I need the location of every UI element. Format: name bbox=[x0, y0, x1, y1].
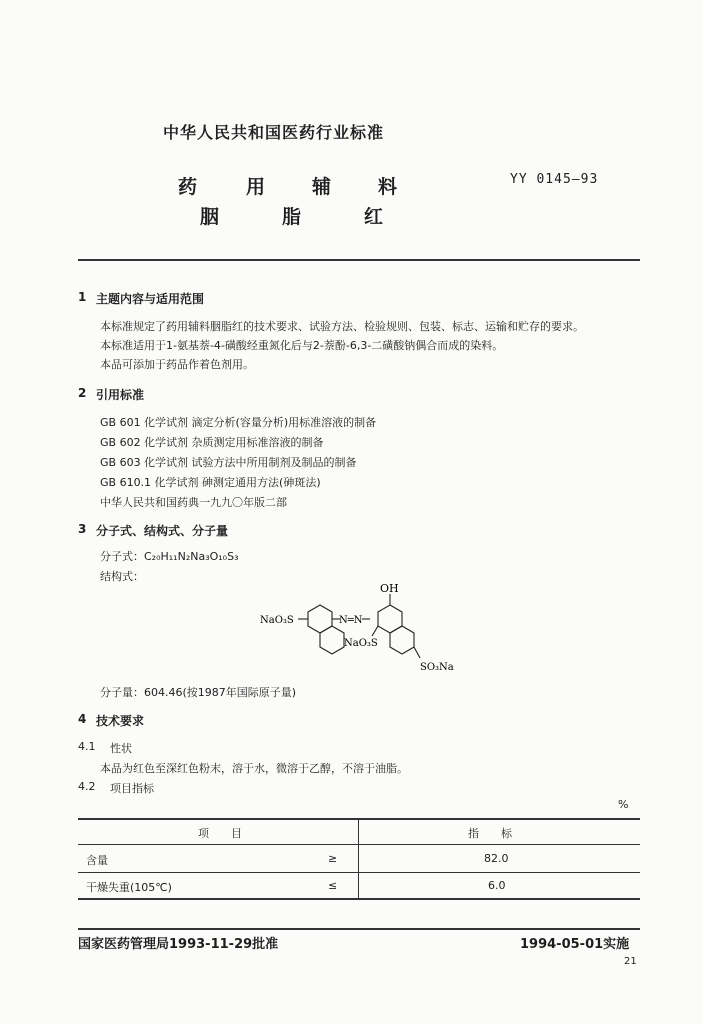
standard-code: YY 0145—93 bbox=[510, 172, 599, 187]
right-ring-b bbox=[390, 626, 414, 654]
section-1-paragraph: 本品可添加于药品作着色剂用。 bbox=[100, 358, 254, 371]
effective-date: 1994-05-01实施 bbox=[520, 937, 630, 952]
reference-item: 中华人民共和国药典一九九〇年版二部 bbox=[100, 496, 287, 509]
reference-item: GB 602 化学试剂 杂质测定用标准溶液的制备 bbox=[100, 436, 324, 449]
section-4-2-title: 项目指标 bbox=[110, 782, 154, 795]
title-char: 胭 bbox=[200, 206, 220, 228]
section-1-paragraph: 本标准适用于1-氨基萘-4-磺酸经重氮化后与2-萘酚-6,3-二磺酸钠偶合而成的染料。 bbox=[100, 339, 504, 352]
section-4-1-number: 4.1 bbox=[78, 740, 96, 753]
unit-percent: % bbox=[618, 798, 629, 811]
formula-line bbox=[100, 548, 238, 564]
structural-formula-diagram bbox=[250, 580, 470, 680]
formula-label: 分子式： bbox=[100, 550, 144, 563]
header-rule bbox=[78, 259, 640, 261]
section-4-title: 技术要求 bbox=[96, 714, 145, 728]
section-4-2-number: 4.2 bbox=[78, 780, 96, 793]
table-row-rule bbox=[78, 872, 640, 873]
footer-rule bbox=[78, 928, 640, 930]
issuing-organization: 中华人民共和国医药行业标准 bbox=[163, 123, 385, 142]
table-cell-operator: ≤ bbox=[328, 879, 338, 892]
naso3-left: NaO₃S bbox=[260, 615, 294, 626]
section-1-title: 主题内容与适用范围 bbox=[96, 292, 205, 306]
approval-date: 国家医药管理局1993-11-29批准 bbox=[78, 937, 279, 952]
appearance-text: 本品为红色至深红色粉末，溶于水，微溶于乙醇，不溶于油脂。 bbox=[100, 762, 408, 775]
title-char: 红 bbox=[364, 206, 384, 228]
section-2-title: 引用标准 bbox=[96, 388, 145, 402]
table-top-rule bbox=[78, 818, 640, 820]
section-1-paragraph: 本标准规定了药用辅料胭脂红的技术要求、试验方法、检验规则、包装、标志、运输和贮存的要求。 bbox=[100, 320, 584, 333]
title-char: 辅 bbox=[312, 176, 332, 198]
title-char: 药 bbox=[178, 176, 198, 198]
section-3-number: 3 bbox=[78, 522, 87, 536]
table-cell-item: 含量 bbox=[86, 854, 108, 867]
left-ring-a bbox=[308, 605, 332, 633]
azo-group: N═N bbox=[339, 615, 363, 626]
oh-group: OH bbox=[380, 582, 399, 595]
table-cell-value: 82.0 bbox=[484, 852, 509, 865]
title-char: 料 bbox=[378, 176, 398, 198]
molecular-formula: C₂₀H₁₁N₂Na₃O₁₀S₃ bbox=[144, 550, 239, 563]
section-1-number: 1 bbox=[78, 290, 87, 304]
reference-item: GB 601 化学试剂 滴定分析(容量分析)用标准溶液的制备 bbox=[100, 416, 377, 429]
right-ring-a bbox=[378, 605, 402, 633]
section-4-number: 4 bbox=[78, 712, 87, 726]
table-cell-operator: ≥ bbox=[328, 852, 338, 865]
naso3-middle: NaO₃S bbox=[344, 638, 378, 649]
title-char: 脂 bbox=[282, 206, 302, 228]
specification-table bbox=[78, 818, 640, 900]
table-header-rule bbox=[78, 844, 640, 845]
page-number: 21 bbox=[624, 956, 637, 967]
molecular-weight: 分子量：604.46(按1987年国际原子量) bbox=[100, 686, 297, 699]
so3na-group: SO₃Na bbox=[420, 662, 454, 673]
structure-label: 结构式： bbox=[100, 570, 144, 583]
left-ring-b bbox=[320, 626, 344, 654]
section-3-title: 分子式、结构式、分子量 bbox=[96, 524, 229, 538]
table-header-value: 指 标 bbox=[468, 827, 512, 840]
table-header-item: 项 目 bbox=[198, 827, 242, 840]
reference-item: GB 603 化学试剂 试验方法中所用制剂及制品的制备 bbox=[100, 456, 357, 469]
section-4-1-title: 性状 bbox=[110, 742, 132, 755]
reference-item: GB 610.1 化学试剂 砷测定通用方法(砷斑法) bbox=[100, 476, 321, 489]
table-cell-item: 干燥失重(105℃) bbox=[86, 881, 172, 894]
table-column-divider bbox=[358, 818, 359, 900]
table-bottom-rule bbox=[78, 898, 640, 900]
table-cell-value: 6.0 bbox=[488, 879, 506, 892]
section-2-number: 2 bbox=[78, 386, 87, 400]
title-char: 用 bbox=[246, 176, 266, 198]
